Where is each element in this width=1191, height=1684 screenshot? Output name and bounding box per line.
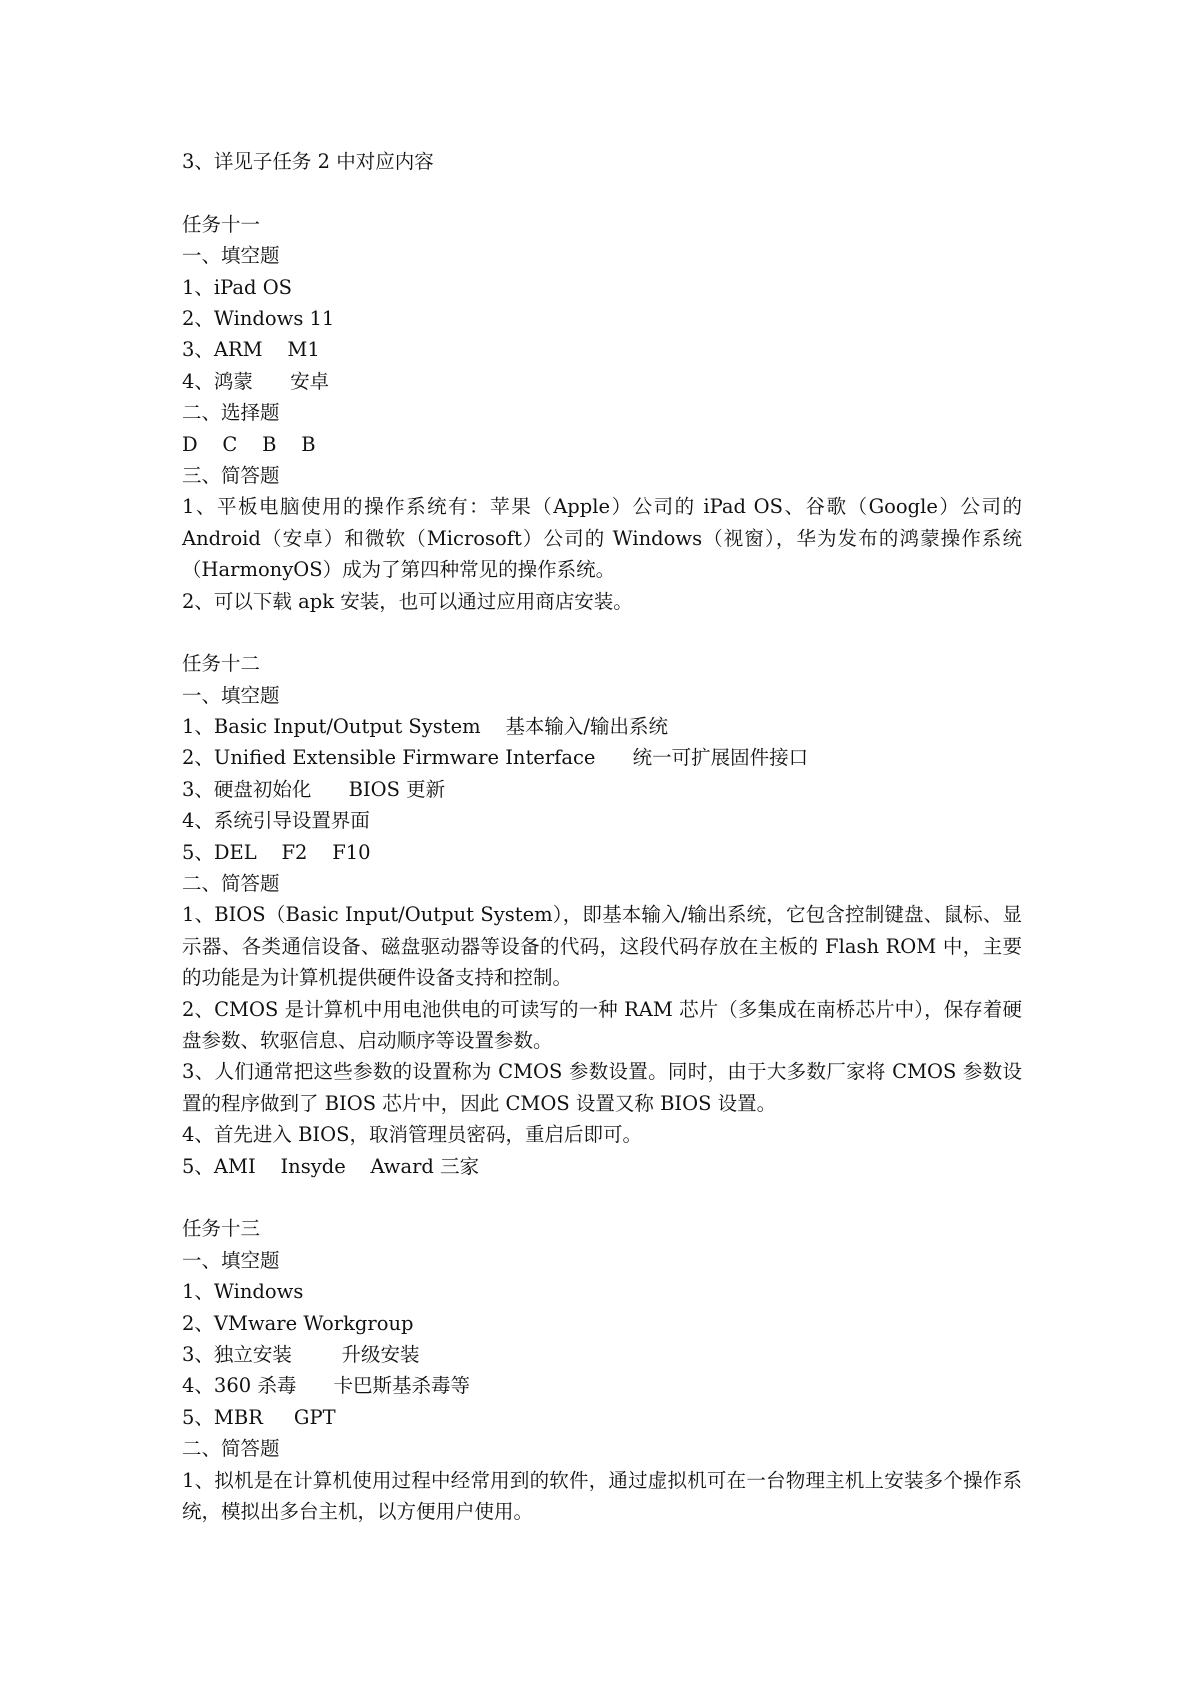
answer-paragraph: 1、平板电脑使用的操作系统有：苹果（Apple）公司的 iPad OS、谷歌（Google）公司的 Android（安卓）和微软（Microsoft）公司的 Windows（视窗），华为发布的鸿蒙操作系统（HarmonyOS）成为了第四种常见的操作系统。 — [182, 495, 1022, 582]
answer-line: 2、Unified Extensible Firmware Interface 统一可扩展固件接口 — [182, 746, 809, 770]
answer-line: 4、首先进入 BIOS，取消管理员密码，重启后即可。 — [182, 1123, 642, 1147]
spacer — [182, 1182, 1022, 1213]
spacer — [182, 177, 1022, 208]
answer-paragraph: 3、人们通常把这些参数的设置称为 CMOS 参数设置。同时，由于大多数厂家将 CMOS 参数设置的程序做到了 BIOS 芯片中，因此 CMOS 设置又称 BIOS 设置。 — [182, 1060, 1022, 1115]
answer-paragraph: 1、拟机是在计算机使用过程中经常用到的软件，通过虚拟机可在一台物理主机上安装多个操作系统，模拟出多台主机，以方便用户使用。 — [182, 1468, 1022, 1523]
answer-line: 2、VMware Workgroup — [182, 1311, 414, 1335]
answer-line: 3、硬盘初始化 BIOS 更新 — [182, 777, 446, 801]
section-heading: 一、填空题 — [182, 1248, 280, 1272]
spacer — [182, 617, 1022, 648]
section-heading: 二、简答题 — [182, 872, 280, 896]
section-heading: 一、填空题 — [182, 683, 280, 707]
section-heading: 三、简答题 — [182, 463, 280, 487]
answer-line: 4、360 杀毒 卡巴斯基杀毒等 — [182, 1374, 471, 1398]
task-title: 任务十一 — [182, 212, 261, 236]
answer-paragraph: 1、BIOS（Basic Input/Output System），即基本输入/输出系统，它包含控制键盘、鼠标、显示器、各类通信设备、磁盘驱动器等设备的代码，这段代码存放在主板的 Flash ROM 中，主要的功能是为计算机提供硬件设备支持和控制。 — [182, 903, 1022, 990]
answer-paragraph: 2、CMOS 是计算机中用电池供电的可读写的一种 RAM 芯片（多集成在南桥芯片中），保存着硬盘参数、软驱信息、启动顺序等设置参数。 — [182, 997, 1022, 1053]
answer-line: 1、Windows — [182, 1280, 304, 1304]
document-page — [182, 146, 1022, 1527]
answer-line: 3、ARM M1 — [182, 338, 320, 362]
answer-line: D C B B — [182, 432, 316, 456]
answer-line: 4、系统引导设置界面 — [182, 809, 370, 833]
answer-line: 1、iPad OS — [182, 275, 293, 299]
answer-line: 2、Windows 11 — [182, 306, 335, 330]
answer-line: 1、Basic Input/Output System 基本输入/输出系统 — [182, 715, 669, 739]
answer-line: 3、详见子任务 2 中对应内容 — [182, 150, 434, 173]
task-title: 任务十三 — [182, 1217, 261, 1241]
answer-line: 5、MBR GPT — [182, 1405, 336, 1429]
section-heading: 二、简答题 — [182, 1437, 280, 1461]
task-title: 任务十二 — [182, 652, 261, 676]
answer-line: 3、独立安装 升级安装 — [182, 1343, 420, 1366]
section-heading: 一、填空题 — [182, 244, 280, 268]
section-heading: 二、选择题 — [182, 401, 280, 425]
answer-line: 5、AMI Insyde Award 三家 — [182, 1154, 480, 1178]
answer-line: 2、可以下载 apk 安装，也可以通过应用商店安装。 — [182, 589, 633, 613]
answer-line: 4、鸿蒙 安卓 — [182, 369, 330, 393]
answer-line: 5、DEL F2 F10 — [182, 840, 371, 864]
